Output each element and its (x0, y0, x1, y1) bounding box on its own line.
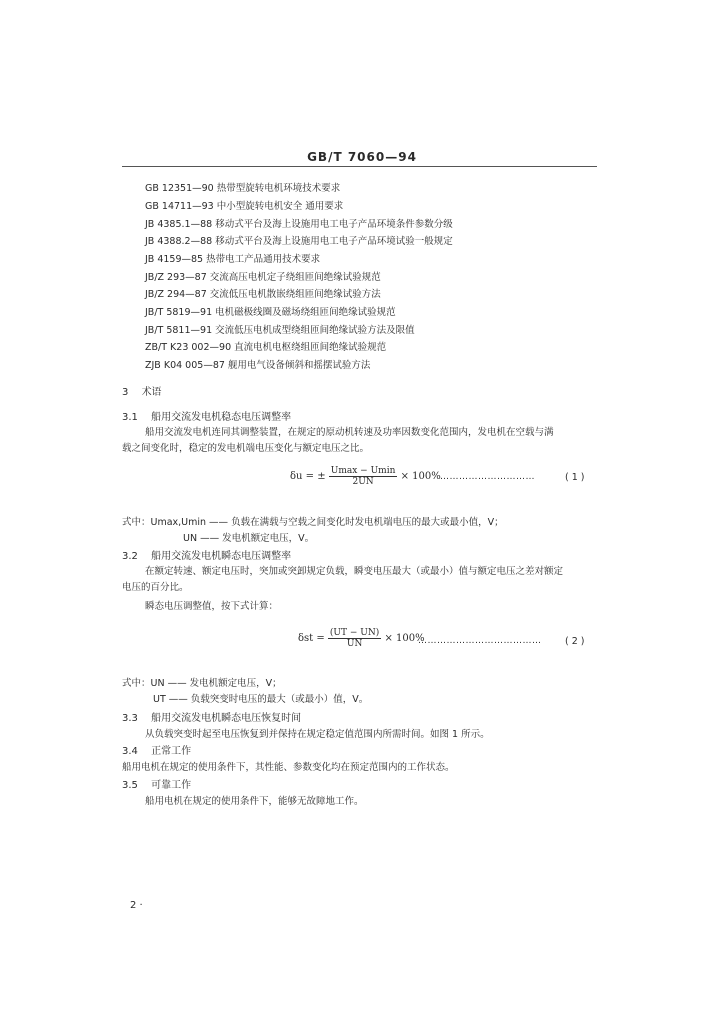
where-clause: UN —— 发电机额定电压，V。 (183, 533, 315, 544)
equation-fraction (328, 628, 381, 649)
paragraph: 瞬态电压调整值，按下式计算： (145, 601, 279, 612)
clause-heading (122, 547, 291, 562)
equation-tail: × 100% (400, 471, 441, 482)
reference-item: JB/Z 294—87 交流低压电机散嵌绕组匝间绝缘试验方法 (145, 289, 381, 300)
clause-heading (122, 408, 291, 423)
reference-item: ZJB K04 005—87 舰用电气设备倾斜和摇摆试验方法 (145, 360, 371, 371)
equation-fraction (329, 466, 398, 487)
page-header: GB/T 7060—94 (307, 150, 417, 164)
clause-heading (122, 776, 191, 791)
clause-number: 3.1 (122, 412, 138, 423)
section-title: 术语 (141, 387, 162, 398)
leader-dots: ………………………………… (418, 636, 542, 646)
equation-lhs: δst = (298, 633, 325, 644)
clause-number: 3.3 (122, 713, 138, 724)
equation-denominator: 2UN (352, 477, 374, 487)
reference-item: GB 14711—93 中小型旋转电机安全 通用要求 (145, 201, 344, 212)
equation-denominator: UN (346, 639, 363, 649)
clause-number: 3.4 (122, 746, 138, 757)
reference-item: JB/Z 293—87 交流高压电机定子绕组匝间绝缘试验规范 (145, 272, 381, 283)
clause-title: 可靠工作 (151, 780, 192, 791)
where-clause: UT —— 负载突变时电压的最大（或最小）值，V。 (153, 694, 369, 705)
section-number: 3 (122, 387, 129, 398)
page-number: 2 · (130, 900, 143, 911)
clause-number: 3.2 (122, 551, 138, 562)
section-heading (122, 383, 162, 398)
reference-item: JB 4159—85 热带电工产品通用技术要求 (145, 254, 321, 265)
reference-item: ZB/T K23 002—90 直流电机电枢绕组匝间绝缘试验规范 (145, 342, 387, 353)
equation-number: ( 2 ) (565, 636, 585, 647)
equation-numerator: (UT − UN) (329, 628, 380, 638)
equation-number: ( 1 ) (565, 472, 585, 483)
reference-item: GB 12351—90 热带型旋转电机环境技术要求 (145, 183, 341, 194)
reference-item: JB/T 5819—91 电机磁极线圈及磁场绕组匝间绝缘试验规范 (145, 307, 396, 318)
paragraph: 从负载突变时起至电压恢复到并保持在规定稳定值范围内所需时间。如图 1 所示。 (145, 729, 490, 740)
paragraph: 电压的百分比。 (122, 582, 189, 593)
where-clause: 式中：Umax,Umin —— 负载在满载与空载之间变化时发电机端电压的最大或最小值，V； (122, 517, 504, 528)
paragraph: 船用电机在规定的使用条件下，其性能、参数变化均在预定范围内的工作状态。 (122, 762, 455, 773)
clause-title: 船用交流发电机瞬态电压调整率 (151, 551, 292, 562)
clause-title: 船用交流发电机瞬态电压恢复时间 (151, 713, 302, 724)
clause-title: 正常工作 (151, 746, 192, 757)
reference-item: JB 4385.1—88 移动式平台及海上设施用电工电子产品环境条件参数分级 (145, 219, 453, 230)
paragraph: 船用交流发电机连同其调整装置，在规定的原动机转速及功率因数变化范围内，发电机在空载与满 (145, 427, 554, 438)
where-clause: 式中：UN —— 发电机额定电压，V； (122, 678, 282, 689)
equation-tail: × 100% (384, 633, 425, 644)
equation-numerator: Umax − Umin (330, 466, 396, 476)
equation-1 (290, 466, 441, 487)
clause-title: 船用交流发电机稳态电压调整率 (151, 412, 292, 423)
equation-2 (298, 628, 425, 649)
paragraph: 载之间变化时，稳定的发电机端电压变化与额定电压之比。 (122, 443, 370, 454)
clause-heading (122, 742, 191, 757)
leader-dots: ………………………… (440, 472, 535, 482)
reference-item: JB/T 5811—91 交流低压电机成型绕组匝间绝缘试验方法及限值 (145, 325, 415, 336)
equation-lhs: δu = ± (290, 471, 326, 482)
clause-number: 3.5 (122, 780, 138, 791)
reference-item: JB 4388.2—88 移动式平台及海上设施用电工电子产品环境试验一般规定 (145, 236, 453, 247)
header-rule (122, 166, 597, 167)
paragraph: 船用电机在规定的使用条件下，能够无故障地工作。 (145, 796, 364, 807)
clause-heading (122, 709, 301, 724)
paragraph: 在额定转速、额定电压时，突加或突卸规定负载，瞬变电压最大（或最小）值与额定电压之差对额定 (145, 566, 564, 577)
